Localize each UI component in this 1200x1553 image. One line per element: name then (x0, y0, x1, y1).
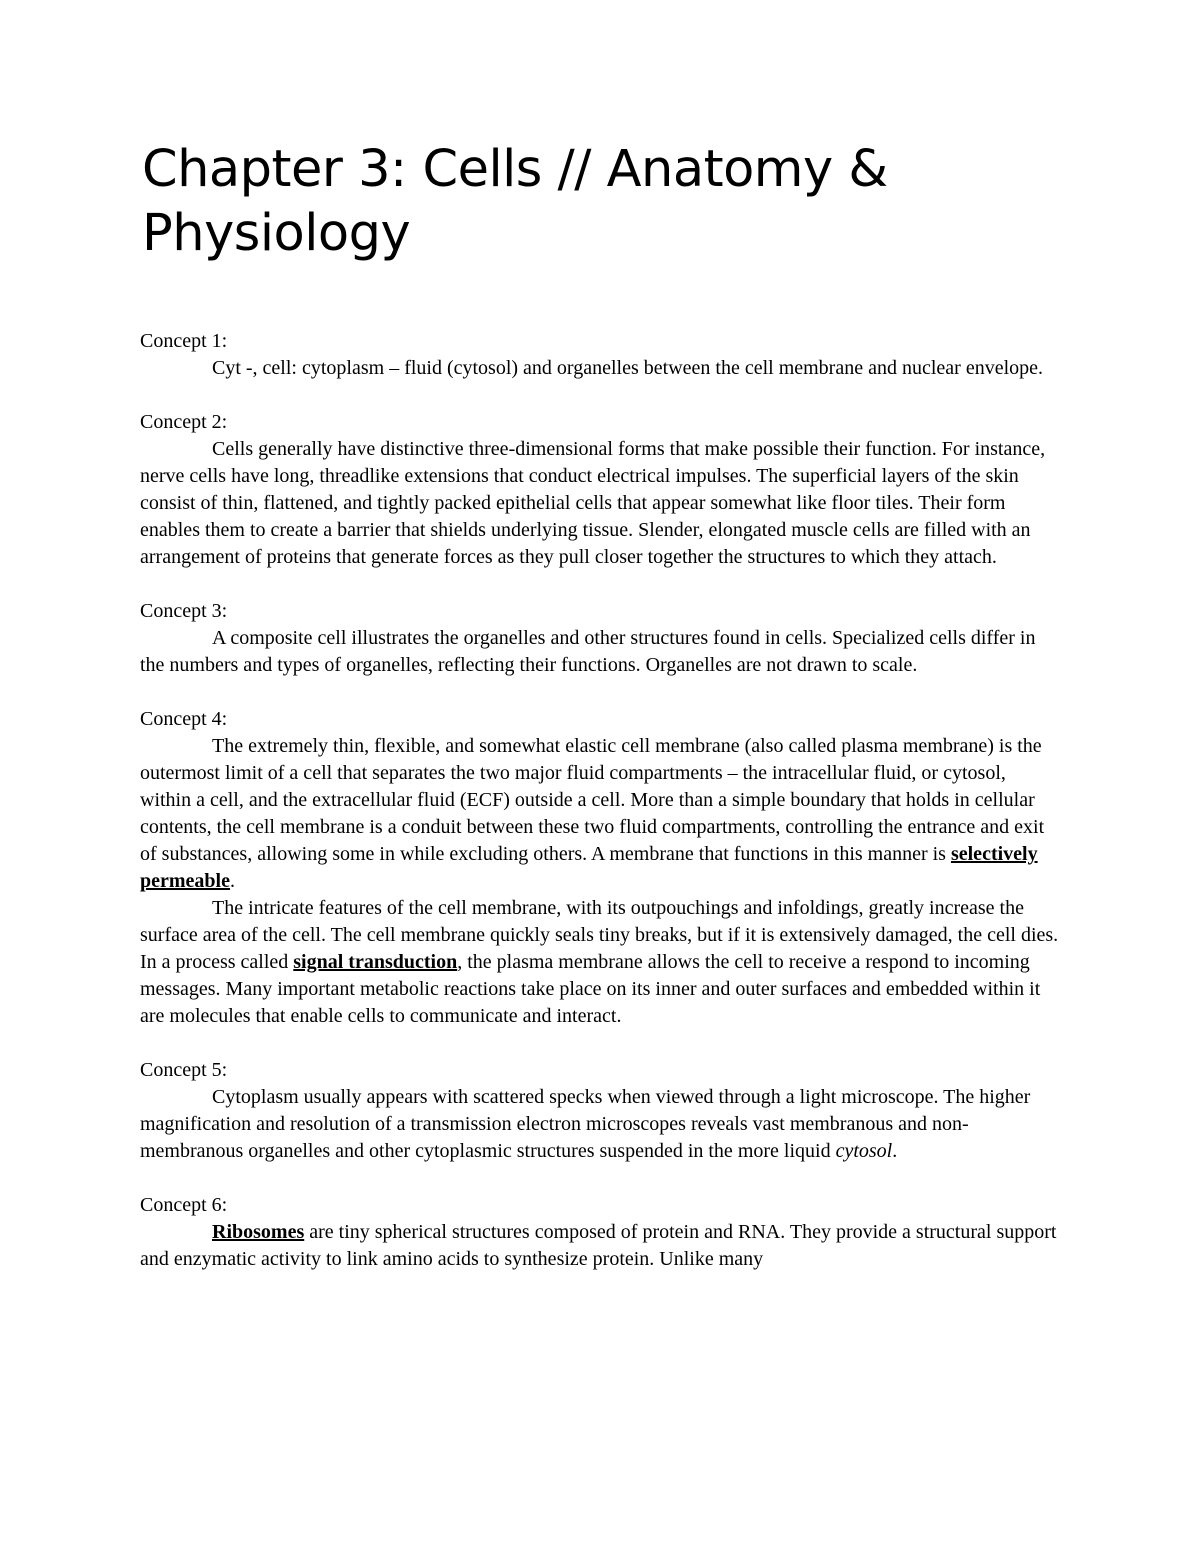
key-term-signal-transduction: signal transduction (293, 951, 458, 973)
concept-paragraph: Cyt -, cell: cytoplasm – fluid (cytosol) and organelles between the cell membrane and nuclear envelope. (212, 357, 1044, 379)
concept-1 (140, 328, 1060, 382)
concept-3 (140, 598, 1060, 679)
concept-paragraph: Cells generally have distinctive three-dimensional forms that make possible their function. For instance, nerve cells have long, threadlike extensions that conduct electrical impulses. The superficial layers of the skin consist of thin, flattened, and tightly packed epithelial cells that appear somewhat like floor tiles. Their form enables them to create a barrier that shields underlying tissue. Slender, elongated muscle cells are filled with an arrangement of proteins that generate forces as they pull closer together the structures to which they attach. (140, 438, 1046, 568)
paragraph-text: are tiny spherical structures composed of protein and RNA. They provide a structural support and enzymatic activity to link amino acids to synthesize protein. Unlike many (140, 1221, 1057, 1270)
paragraph-text: The intricate features of the cell membrane, with its outpouchings and infoldings, greatly increase the surface area of the cell. The cell membrane quickly seals tiny breaks, but if it is extensively damaged, the cell dies. In a process called (140, 897, 1059, 973)
concept-5 (140, 1057, 1060, 1165)
paragraph-text: Cytoplasm usually appears with scattered specks when viewed through a light microscope. The higher magnification and resolution of a transmission electron microscopes reveals vast membranous and non-membranous organelles and other cytoplasmic structures suspended in the more liquid (140, 1086, 1031, 1162)
concept-4 (140, 706, 1060, 1030)
paragraph-text: . (229, 870, 235, 892)
concept-label: Concept 6: (140, 1194, 228, 1216)
concept-paragraph (140, 1219, 1060, 1273)
key-term-selectively-permeable: selectively permeable (140, 843, 1038, 892)
concept-label: Concept 4: (140, 708, 228, 730)
concept-6 (140, 1192, 1060, 1273)
paragraph-text: . (892, 1140, 898, 1162)
concept-paragraph (140, 1084, 1060, 1165)
concept-paragraph (140, 733, 1060, 895)
paragraph-text: , the plasma membrane allows the cell to receive a respond to incoming messages. Many important metabolic reactions take place on its inner and outer surfaces and embedded within it are molecules that enable cells to communicate and interact. (140, 951, 1041, 1027)
italic-term-cytosol: cytosol (835, 1140, 893, 1162)
paragraph-text: The extremely thin, flexible, and somewhat elastic cell membrane (also called plasma membrane) is the outermost limit of a cell that separates the two major fluid compartments – the intracellular fluid, or cytosol, within a cell, and the extracellular fluid (ECF) outside a cell. More than a simple boundary that holds in cellular contents, the cell membrane is a conduit between these two fluid compartments, controlling the entrance and exit of substances, allowing some in while excluding others. A membrane that functions in this manner is (140, 735, 1045, 865)
concept-label: Concept 1: (140, 330, 228, 352)
concept-2 (140, 409, 1060, 571)
concept-label: Concept 5: (140, 1059, 228, 1081)
key-term-ribosomes: Ribosomes (212, 1221, 305, 1243)
concept-label: Concept 3: (140, 600, 228, 622)
concept-paragraph (140, 895, 1060, 1030)
concept-label: Concept 2: (140, 411, 228, 433)
page-title: Chapter 3: Cells // Anatomy & Physiology (142, 140, 888, 263)
document-body (140, 328, 1060, 1300)
concept-paragraph: A composite cell illustrates the organelles and other structures found in cells. Specialized cells differ in the numbers and types of organelles, reflecting their functions. Organelles are not drawn to scale. (140, 627, 1036, 676)
